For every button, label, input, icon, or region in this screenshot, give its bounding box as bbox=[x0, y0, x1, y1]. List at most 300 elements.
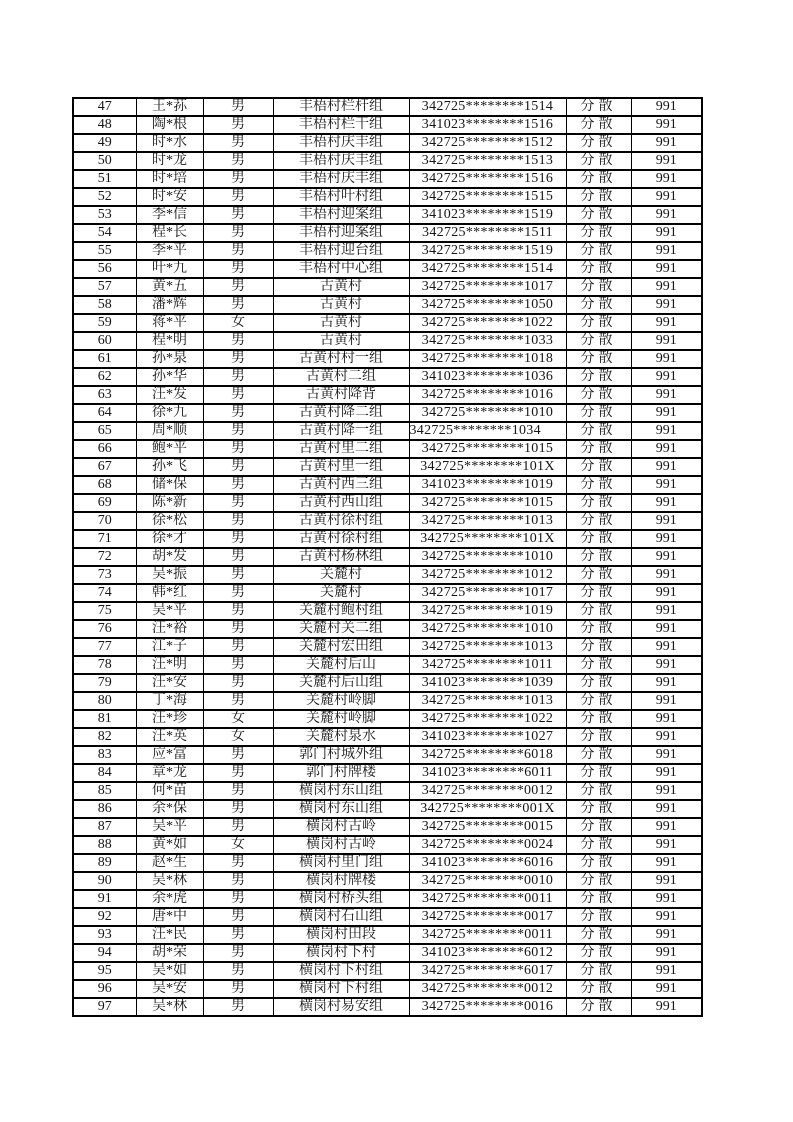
cell-name: 时*安 bbox=[136, 188, 203, 206]
cell-no: 78 bbox=[73, 656, 136, 674]
cell-village: 丰梧村庆丰组 bbox=[273, 134, 409, 152]
cell-name: 汪*珍 bbox=[136, 710, 203, 728]
cell-name: 应*富 bbox=[136, 746, 203, 764]
table-row bbox=[73, 278, 702, 296]
cell-amount: 991 bbox=[631, 656, 702, 674]
cell-village: 关麓村后山 bbox=[273, 656, 409, 674]
cell-id: 342725********1017 bbox=[409, 278, 566, 296]
cell-village: 关麓村 bbox=[273, 566, 409, 584]
cell-gender: 男 bbox=[203, 242, 273, 260]
cell-village: 横岗村下村组 bbox=[273, 962, 409, 980]
cell-village: 横岗村里门组 bbox=[273, 854, 409, 872]
cell-village: 古黄村 bbox=[273, 296, 409, 314]
cell-name: 时*水 bbox=[136, 134, 203, 152]
cell-amount: 991 bbox=[631, 206, 702, 224]
cell-name: 储*保 bbox=[136, 476, 203, 494]
cell-amount: 991 bbox=[631, 908, 702, 926]
cell-type: 分散 bbox=[566, 638, 631, 656]
table-row bbox=[73, 296, 702, 314]
table-row bbox=[73, 872, 702, 890]
cell-id: 342725********0011 bbox=[409, 926, 566, 944]
cell-id: 341023********6016 bbox=[409, 854, 566, 872]
cell-name: 程*明 bbox=[136, 332, 203, 350]
cell-amount: 991 bbox=[631, 350, 702, 368]
cell-type: 分散 bbox=[566, 854, 631, 872]
cell-name: 陈*新 bbox=[136, 494, 203, 512]
cell-village: 古黄村 bbox=[273, 314, 409, 332]
table-row bbox=[73, 728, 702, 746]
table-row bbox=[73, 764, 702, 782]
cell-village: 古黄村西山组 bbox=[273, 494, 409, 512]
table-row bbox=[73, 422, 702, 440]
cell-village: 郭门村城外组 bbox=[273, 746, 409, 764]
cell-type: 分散 bbox=[566, 296, 631, 314]
cell-name: 赵*生 bbox=[136, 854, 203, 872]
cell-no: 85 bbox=[73, 782, 136, 800]
cell-name: 李*信 bbox=[136, 206, 203, 224]
cell-village: 横岗村田段 bbox=[273, 926, 409, 944]
cell-gender: 男 bbox=[203, 512, 273, 530]
table-row bbox=[73, 116, 702, 134]
cell-no: 49 bbox=[73, 134, 136, 152]
cell-id: 342725********0012 bbox=[409, 782, 566, 800]
cell-amount: 991 bbox=[631, 764, 702, 782]
cell-gender: 男 bbox=[203, 782, 273, 800]
cell-id: 342725********6018 bbox=[409, 746, 566, 764]
cell-village: 横岗村石山组 bbox=[273, 908, 409, 926]
cell-id: 342725********6017 bbox=[409, 962, 566, 980]
cell-village: 古黄村西三组 bbox=[273, 476, 409, 494]
cell-id: 342725********1022 bbox=[409, 710, 566, 728]
cell-no: 74 bbox=[73, 584, 136, 602]
cell-id: 342725********1514 bbox=[409, 98, 566, 116]
table-row bbox=[73, 890, 702, 908]
cell-id: 342725********1034 bbox=[409, 422, 566, 440]
cell-no: 88 bbox=[73, 836, 136, 854]
cell-amount: 991 bbox=[631, 422, 702, 440]
cell-no: 55 bbox=[73, 242, 136, 260]
cell-village: 横岗村下村组 bbox=[273, 980, 409, 998]
table-row bbox=[73, 548, 702, 566]
cell-gender: 男 bbox=[203, 764, 273, 782]
cell-name: 余*虎 bbox=[136, 890, 203, 908]
cell-gender: 男 bbox=[203, 530, 273, 548]
cell-gender: 男 bbox=[203, 566, 273, 584]
cell-name: 黄*五 bbox=[136, 278, 203, 296]
cell-no: 87 bbox=[73, 818, 136, 836]
cell-gender: 男 bbox=[203, 638, 273, 656]
cell-gender: 男 bbox=[203, 800, 273, 818]
table-row bbox=[73, 170, 702, 188]
cell-amount: 991 bbox=[631, 836, 702, 854]
cell-id: 342725********1010 bbox=[409, 620, 566, 638]
cell-id: 342725********0011 bbox=[409, 890, 566, 908]
cell-village: 古黄村降二组 bbox=[273, 404, 409, 422]
cell-type: 分散 bbox=[566, 728, 631, 746]
cell-no: 54 bbox=[73, 224, 136, 242]
cell-village: 横岗村桥头组 bbox=[273, 890, 409, 908]
cell-village: 丰梧村栏杆组 bbox=[273, 98, 409, 116]
cell-name: 吴*安 bbox=[136, 980, 203, 998]
table-row bbox=[73, 314, 702, 332]
cell-id: 342725********1514 bbox=[409, 260, 566, 278]
cell-id: 342725********1015 bbox=[409, 440, 566, 458]
cell-type: 分散 bbox=[566, 458, 631, 476]
cell-type: 分散 bbox=[566, 224, 631, 242]
cell-no: 90 bbox=[73, 872, 136, 890]
cell-type: 分散 bbox=[566, 602, 631, 620]
cell-no: 72 bbox=[73, 548, 136, 566]
cell-gender: 女 bbox=[203, 728, 273, 746]
cell-name: 吴*平 bbox=[136, 818, 203, 836]
cell-village: 古黄村降一组 bbox=[273, 422, 409, 440]
cell-type: 分散 bbox=[566, 242, 631, 260]
cell-amount: 991 bbox=[631, 512, 702, 530]
cell-gender: 男 bbox=[203, 854, 273, 872]
cell-name: 余*保 bbox=[136, 800, 203, 818]
cell-type: 分散 bbox=[566, 188, 631, 206]
table-row bbox=[73, 368, 702, 386]
cell-no: 81 bbox=[73, 710, 136, 728]
cell-no: 57 bbox=[73, 278, 136, 296]
cell-name: 胡*荣 bbox=[136, 944, 203, 962]
cell-no: 47 bbox=[73, 98, 136, 116]
cell-no: 70 bbox=[73, 512, 136, 530]
cell-gender: 男 bbox=[203, 602, 273, 620]
cell-gender: 男 bbox=[203, 998, 273, 1016]
cell-type: 分散 bbox=[566, 962, 631, 980]
cell-gender: 男 bbox=[203, 152, 273, 170]
cell-no: 92 bbox=[73, 908, 136, 926]
cell-village: 古黄村二组 bbox=[273, 368, 409, 386]
cell-name: 吴*林 bbox=[136, 872, 203, 890]
cell-type: 分散 bbox=[566, 476, 631, 494]
cell-name: 徐*松 bbox=[136, 512, 203, 530]
table-row bbox=[73, 566, 702, 584]
cell-type: 分散 bbox=[566, 944, 631, 962]
cell-name: 丁*海 bbox=[136, 692, 203, 710]
cell-gender: 男 bbox=[203, 386, 273, 404]
table-row bbox=[73, 962, 702, 980]
cell-type: 分散 bbox=[566, 404, 631, 422]
cell-type: 分散 bbox=[566, 710, 631, 728]
cell-village: 关麓村岭脚 bbox=[273, 710, 409, 728]
cell-type: 分散 bbox=[566, 116, 631, 134]
cell-amount: 991 bbox=[631, 260, 702, 278]
cell-gender: 男 bbox=[203, 548, 273, 566]
cell-gender: 女 bbox=[203, 836, 273, 854]
cell-name: 李*平 bbox=[136, 242, 203, 260]
cell-name: 潘*辉 bbox=[136, 296, 203, 314]
cell-name: 汪*裕 bbox=[136, 620, 203, 638]
cell-gender: 男 bbox=[203, 674, 273, 692]
cell-id: 342725********101X bbox=[409, 458, 566, 476]
cell-type: 分散 bbox=[566, 980, 631, 998]
cell-amount: 991 bbox=[631, 134, 702, 152]
cell-amount: 991 bbox=[631, 242, 702, 260]
cell-id: 342725********1516 bbox=[409, 170, 566, 188]
cell-no: 84 bbox=[73, 764, 136, 782]
cell-no: 94 bbox=[73, 944, 136, 962]
cell-id: 342725********1018 bbox=[409, 350, 566, 368]
cell-id: 342725********101X bbox=[409, 530, 566, 548]
table-row bbox=[73, 386, 702, 404]
cell-amount: 991 bbox=[631, 728, 702, 746]
cell-gender: 男 bbox=[203, 620, 273, 638]
cell-village: 丰梧村迎案组 bbox=[273, 206, 409, 224]
cell-village: 横岗村易安组 bbox=[273, 998, 409, 1016]
cell-id: 342725********1012 bbox=[409, 566, 566, 584]
cell-amount: 991 bbox=[631, 800, 702, 818]
table-row bbox=[73, 242, 702, 260]
cell-name: 胡*发 bbox=[136, 548, 203, 566]
cell-no: 93 bbox=[73, 926, 136, 944]
cell-village: 古黄村降背 bbox=[273, 386, 409, 404]
cell-gender: 男 bbox=[203, 908, 273, 926]
cell-type: 分散 bbox=[566, 260, 631, 278]
cell-name: 鲍*平 bbox=[136, 440, 203, 458]
cell-name: 陶*根 bbox=[136, 116, 203, 134]
cell-gender: 男 bbox=[203, 350, 273, 368]
cell-name: 王*荪 bbox=[136, 98, 203, 116]
cell-type: 分散 bbox=[566, 782, 631, 800]
cell-name: 汪*发 bbox=[136, 386, 203, 404]
cell-name: 吴*如 bbox=[136, 962, 203, 980]
cell-amount: 991 bbox=[631, 278, 702, 296]
cell-id: 342725********1519 bbox=[409, 242, 566, 260]
cell-gender: 男 bbox=[203, 170, 273, 188]
cell-no: 50 bbox=[73, 152, 136, 170]
table-row bbox=[73, 440, 702, 458]
cell-id: 342725********1019 bbox=[409, 602, 566, 620]
cell-amount: 991 bbox=[631, 746, 702, 764]
table-row bbox=[73, 782, 702, 800]
table-row bbox=[73, 854, 702, 872]
cell-type: 分散 bbox=[566, 314, 631, 332]
cell-no: 48 bbox=[73, 116, 136, 134]
table-row bbox=[73, 836, 702, 854]
table-row bbox=[73, 980, 702, 998]
cell-gender: 男 bbox=[203, 458, 273, 476]
cell-village: 关麓村泉水 bbox=[273, 728, 409, 746]
cell-type: 分散 bbox=[566, 170, 631, 188]
cell-no: 62 bbox=[73, 368, 136, 386]
cell-amount: 991 bbox=[631, 638, 702, 656]
cell-id: 342725********1513 bbox=[409, 152, 566, 170]
cell-village: 古黄村徐村组 bbox=[273, 512, 409, 530]
table-row bbox=[73, 656, 702, 674]
cell-type: 分散 bbox=[566, 512, 631, 530]
cell-no: 77 bbox=[73, 638, 136, 656]
cell-amount: 991 bbox=[631, 872, 702, 890]
cell-gender: 男 bbox=[203, 422, 273, 440]
cell-amount: 991 bbox=[631, 620, 702, 638]
table-row bbox=[73, 98, 702, 116]
cell-id: 341023********1519 bbox=[409, 206, 566, 224]
cell-no: 91 bbox=[73, 890, 136, 908]
cell-village: 古黄村村一组 bbox=[273, 350, 409, 368]
table-row bbox=[73, 998, 702, 1016]
cell-name: 汪*明 bbox=[136, 656, 203, 674]
cell-type: 分散 bbox=[566, 818, 631, 836]
cell-type: 分散 bbox=[566, 926, 631, 944]
cell-id: 342725********1013 bbox=[409, 692, 566, 710]
cell-id: 342725********1022 bbox=[409, 314, 566, 332]
table-row bbox=[73, 350, 702, 368]
cell-village: 关麓村宏田组 bbox=[273, 638, 409, 656]
cell-village: 关麓村关二组 bbox=[273, 620, 409, 638]
cell-gender: 男 bbox=[203, 926, 273, 944]
table-body bbox=[73, 98, 702, 1016]
cell-amount: 991 bbox=[631, 584, 702, 602]
cell-gender: 男 bbox=[203, 116, 273, 134]
cell-id: 342725********1033 bbox=[409, 332, 566, 350]
cell-amount: 991 bbox=[631, 962, 702, 980]
cell-type: 分散 bbox=[566, 440, 631, 458]
cell-name: 汪*安 bbox=[136, 674, 203, 692]
cell-gender: 男 bbox=[203, 188, 273, 206]
cell-amount: 991 bbox=[631, 386, 702, 404]
cell-name: 孙*华 bbox=[136, 368, 203, 386]
cell-id: 342725********0010 bbox=[409, 872, 566, 890]
cell-no: 65 bbox=[73, 422, 136, 440]
cell-amount: 991 bbox=[631, 710, 702, 728]
cell-type: 分散 bbox=[566, 746, 631, 764]
table-row bbox=[73, 134, 702, 152]
cell-no: 51 bbox=[73, 170, 136, 188]
cell-amount: 991 bbox=[631, 818, 702, 836]
cell-no: 56 bbox=[73, 260, 136, 278]
cell-id: 342725********0017 bbox=[409, 908, 566, 926]
cell-no: 63 bbox=[73, 386, 136, 404]
cell-type: 分散 bbox=[566, 566, 631, 584]
cell-name: 周*顺 bbox=[136, 422, 203, 440]
cell-no: 66 bbox=[73, 440, 136, 458]
table-row bbox=[73, 746, 702, 764]
cell-gender: 男 bbox=[203, 206, 273, 224]
cell-gender: 男 bbox=[203, 98, 273, 116]
cell-amount: 991 bbox=[631, 926, 702, 944]
cell-name: 吴*林 bbox=[136, 998, 203, 1016]
cell-no: 71 bbox=[73, 530, 136, 548]
cell-name: 汪*民 bbox=[136, 926, 203, 944]
cell-gender: 男 bbox=[203, 746, 273, 764]
cell-type: 分散 bbox=[566, 152, 631, 170]
cell-no: 59 bbox=[73, 314, 136, 332]
cell-no: 96 bbox=[73, 980, 136, 998]
cell-amount: 991 bbox=[631, 602, 702, 620]
cell-type: 分散 bbox=[566, 368, 631, 386]
cell-gender: 男 bbox=[203, 494, 273, 512]
table-row bbox=[73, 710, 702, 728]
table-row bbox=[73, 458, 702, 476]
cell-type: 分散 bbox=[566, 692, 631, 710]
table-row bbox=[73, 638, 702, 656]
cell-type: 分散 bbox=[566, 494, 631, 512]
cell-village: 丰梧村庆丰组 bbox=[273, 152, 409, 170]
cell-amount: 991 bbox=[631, 548, 702, 566]
cell-gender: 男 bbox=[203, 656, 273, 674]
cell-amount: 991 bbox=[631, 440, 702, 458]
cell-no: 67 bbox=[73, 458, 136, 476]
cell-village: 关麓村岭脚 bbox=[273, 692, 409, 710]
cell-village: 关麓村后山组 bbox=[273, 674, 409, 692]
cell-name: 时*龙 bbox=[136, 152, 203, 170]
table-row bbox=[73, 152, 702, 170]
cell-name: 江*子 bbox=[136, 638, 203, 656]
cell-village: 横岗村东山组 bbox=[273, 782, 409, 800]
cell-id: 341023********1516 bbox=[409, 116, 566, 134]
cell-id: 342725********1017 bbox=[409, 584, 566, 602]
cell-id: 342725********1016 bbox=[409, 386, 566, 404]
cell-amount: 991 bbox=[631, 116, 702, 134]
table-row bbox=[73, 602, 702, 620]
cell-gender: 男 bbox=[203, 224, 273, 242]
cell-no: 60 bbox=[73, 332, 136, 350]
table-row bbox=[73, 800, 702, 818]
cell-village: 古黄村 bbox=[273, 332, 409, 350]
cell-amount: 991 bbox=[631, 854, 702, 872]
cell-id: 341023********1036 bbox=[409, 368, 566, 386]
cell-village: 古黄村徐村组 bbox=[273, 530, 409, 548]
cell-village: 横岗村古岭 bbox=[273, 836, 409, 854]
cell-name: 韩*红 bbox=[136, 584, 203, 602]
cell-id: 342725********1050 bbox=[409, 296, 566, 314]
cell-name: 蒋*平 bbox=[136, 314, 203, 332]
beneficiary-roster-table bbox=[72, 97, 703, 1017]
table-row bbox=[73, 512, 702, 530]
cell-village: 郭门村牌楼 bbox=[273, 764, 409, 782]
cell-gender: 男 bbox=[203, 134, 273, 152]
table-row bbox=[73, 818, 702, 836]
cell-amount: 991 bbox=[631, 980, 702, 998]
cell-id: 341023********6011 bbox=[409, 764, 566, 782]
table-row bbox=[73, 944, 702, 962]
cell-id: 342725********0015 bbox=[409, 818, 566, 836]
cell-id: 342725********1512 bbox=[409, 134, 566, 152]
cell-type: 分散 bbox=[566, 800, 631, 818]
cell-village: 古黄村里二组 bbox=[273, 440, 409, 458]
cell-type: 分散 bbox=[566, 98, 631, 116]
cell-name: 章*龙 bbox=[136, 764, 203, 782]
cell-village: 丰梧村叶村组 bbox=[273, 188, 409, 206]
cell-name: 吴*振 bbox=[136, 566, 203, 584]
cell-no: 82 bbox=[73, 728, 136, 746]
cell-id: 342725********1511 bbox=[409, 224, 566, 242]
cell-amount: 991 bbox=[631, 152, 702, 170]
cell-type: 分散 bbox=[566, 764, 631, 782]
cell-gender: 男 bbox=[203, 476, 273, 494]
cell-gender: 女 bbox=[203, 710, 273, 728]
cell-name: 时*培 bbox=[136, 170, 203, 188]
cell-type: 分散 bbox=[566, 278, 631, 296]
cell-gender: 男 bbox=[203, 440, 273, 458]
cell-village: 丰梧村迎台组 bbox=[273, 242, 409, 260]
cell-amount: 991 bbox=[631, 944, 702, 962]
cell-id: 342725********0016 bbox=[409, 998, 566, 1016]
cell-name: 徐*九 bbox=[136, 404, 203, 422]
cell-no: 86 bbox=[73, 800, 136, 818]
cell-village: 横岗村牌楼 bbox=[273, 872, 409, 890]
table-row bbox=[73, 332, 702, 350]
cell-amount: 991 bbox=[631, 98, 702, 116]
cell-id: 342725********1015 bbox=[409, 494, 566, 512]
cell-village: 丰梧村迎案组 bbox=[273, 224, 409, 242]
table-row bbox=[73, 206, 702, 224]
cell-no: 69 bbox=[73, 494, 136, 512]
cell-id: 342725********001X bbox=[409, 800, 566, 818]
cell-amount: 991 bbox=[631, 296, 702, 314]
